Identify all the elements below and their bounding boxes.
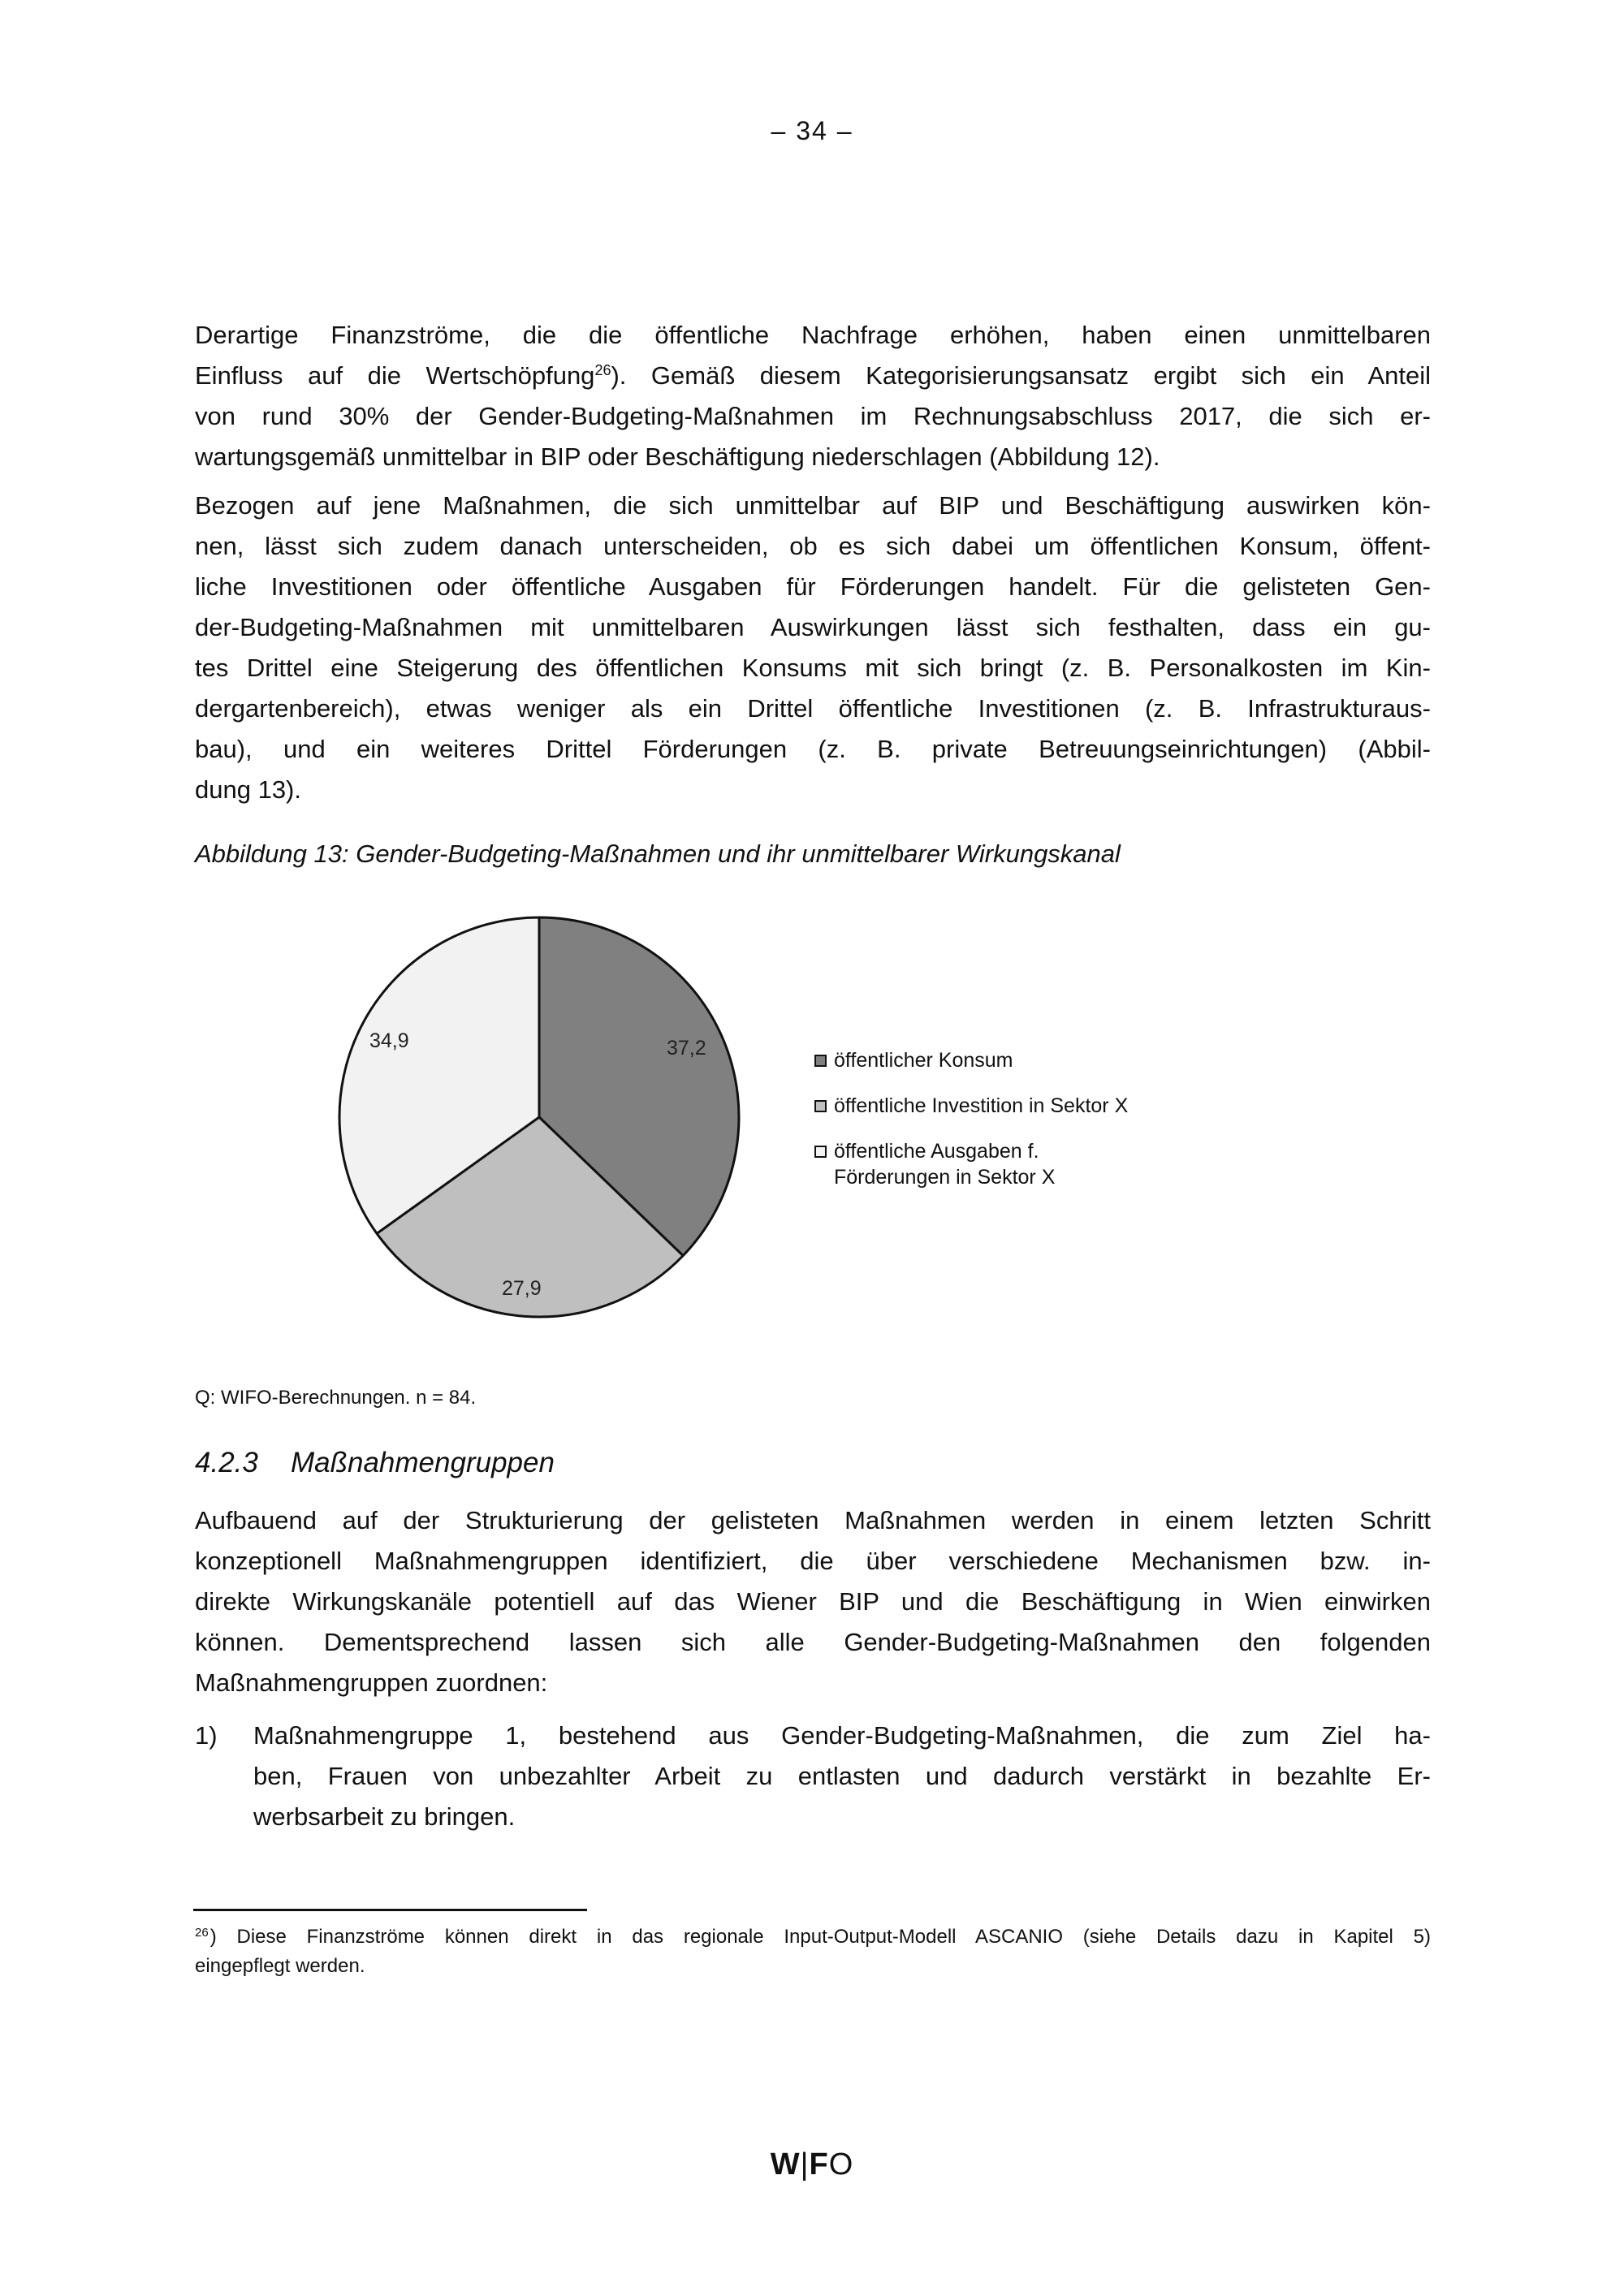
footnote-separator <box>193 1909 587 1911</box>
text-line: der-Budgeting-Maßnahmen mit unmittelbaren Auswirkungen lässt sich festhalten, dass ein gu- <box>195 613 1431 641</box>
legend-label-line-2: Förderungen in Sektor X <box>834 1166 1056 1189</box>
text-line: konzeptionell Maßnahmengruppen identifiziert, die über verschiedene Mechanismen bzw. in- <box>195 1547 1431 1575</box>
figure-source: Q: WIFO-Berechnungen. n = 84. <box>195 1387 477 1409</box>
chart-legend <box>814 1047 1128 1210</box>
text-line: werbsarbeit zu bringen. <box>253 1802 516 1831</box>
text-line: dung 13). <box>195 775 301 804</box>
pie-slices <box>339 917 739 1317</box>
footnote-number: 26 <box>195 1926 209 1940</box>
section-title: Maßnahmengruppen <box>291 1447 555 1478</box>
text-line: Derartige Finanzströme, die die öffentliche Nachfrage erhöhen, haben einen unmittelbaren <box>195 321 1431 349</box>
legend-label <box>834 1138 1055 1190</box>
legend-item-konsum <box>814 1047 1128 1073</box>
legend-item-investition <box>814 1093 1128 1119</box>
text-line: Maßnahmengruppe 1, bestehend aus Gender-Budgeting-Maßnahmen, die zum Ziel ha- <box>253 1721 1431 1750</box>
pie-label-konsum: 37,2 <box>667 1037 706 1060</box>
legend-swatch <box>814 1146 827 1158</box>
text-line: von rund 30% der Gender-Budgeting-Maßnahmen im Rechnungsabschluss 2017, die sich er- <box>195 402 1431 430</box>
text-line: direkte Wirkungskanäle potentiell auf das Wiener BIP und die Beschäftigung in Wien einwirken <box>195 1587 1431 1616</box>
paragraph-2 <box>195 486 1431 810</box>
text-line: bau), und ein weiteres Drittel Förderungen (z. B. private Betreuungseinrichtungen) (Abbil- <box>195 735 1431 763</box>
wifo-logo <box>0 2147 1624 2182</box>
footnote <box>195 1923 1431 1981</box>
pie-label-investition: 27,9 <box>502 1277 542 1300</box>
logo-letter-o: O <box>828 2147 854 2182</box>
footnote-line: eingepflegt werden. <box>195 1955 365 1977</box>
legend-swatch <box>814 1100 827 1112</box>
footnote-line <box>195 1923 1431 1952</box>
text-line: liche Investitionen oder öffentliche Ausgaben für Förderungen handelt. Für die gelisteten Gen- <box>195 572 1431 601</box>
text-line: Aufbauend auf der Strukturierung der gelisteten Maßnahmen werden in einem letzten Schritt <box>195 1506 1431 1534</box>
text-fragment: ). Gemäß diesem Kategorisierungsansatz ergibt sich ein Anteil <box>611 361 1431 390</box>
logo-letter-f: F <box>809 2147 829 2182</box>
pie-label-foerderungen: 34,9 <box>369 1029 409 1052</box>
legend-label-line-1: öffentliche Ausgaben f. <box>834 1140 1039 1163</box>
legend-label: öffentlicher Konsum <box>834 1049 1013 1072</box>
figure-caption: Abbildung 13: Gender-Budgeting-Maßnahmen und ihr unmittelbarer Wirkungskanal <box>195 839 1121 868</box>
paragraph-1 <box>195 315 1431 477</box>
section-number: 4.2.3 <box>195 1447 258 1478</box>
list-item <box>253 1716 1431 1837</box>
text-line: tes Drittel eine Steigerung des öffentlichen Konsums mit sich bringt (z. B. Personalkosten im Kin- <box>195 654 1431 682</box>
section-paragraph <box>195 1500 1431 1703</box>
legend-label: öffentliche Investition in Sektor X <box>834 1094 1129 1117</box>
page-number: – 34 – <box>771 116 853 145</box>
footnote-text: ) Diese Finanzströme können direkt in das regionale Input-Output-Modell ASCANIO (siehe Details dazu in Kapitel 5) <box>209 1926 1431 1948</box>
footnote-reference[interactable]: 26 <box>594 362 611 378</box>
text-line: nen, lässt sich zudem danach unterscheiden, ob es sich dabei um öffentlichen Konsum, öffent- <box>195 532 1431 560</box>
pie-chart <box>325 901 1218 1340</box>
text-line: ben, Frauen von unbezahlter Arbeit zu entlasten und dadurch verstärkt in bezahlte Er- <box>253 1762 1431 1790</box>
legend-item-foerderungen <box>814 1138 1128 1190</box>
text-line <box>195 356 1431 396</box>
text-line: Maßnahmengruppen zuordnen: <box>195 1668 548 1697</box>
section-heading <box>195 1445 555 1481</box>
text-line: wartungsgemäß unmittelbar in BIP oder Beschäftigung niederschlagen (Abbildung 12). <box>195 442 1160 471</box>
text-fragment: Einfluss auf die Wertschöpfung <box>195 361 595 390</box>
logo-letter-w: W <box>770 2147 801 2182</box>
list-marker: 1) <box>195 1721 218 1750</box>
text-line: dergartenbereich), etwas weniger als ein Drittel öffentliche Investitionen (z. B. Infrastrukturaus- <box>195 694 1431 723</box>
text-line: Bezogen auf jene Maßnahmen, die sich unmittelbar auf BIP und Beschäftigung auswirken kön- <box>195 491 1431 520</box>
legend-swatch <box>814 1055 827 1067</box>
text-line: können. Dementsprechend lassen sich alle Gender-Budgeting-Maßnahmen den folgenden <box>195 1628 1431 1656</box>
logo-bar: | <box>800 2147 810 2182</box>
